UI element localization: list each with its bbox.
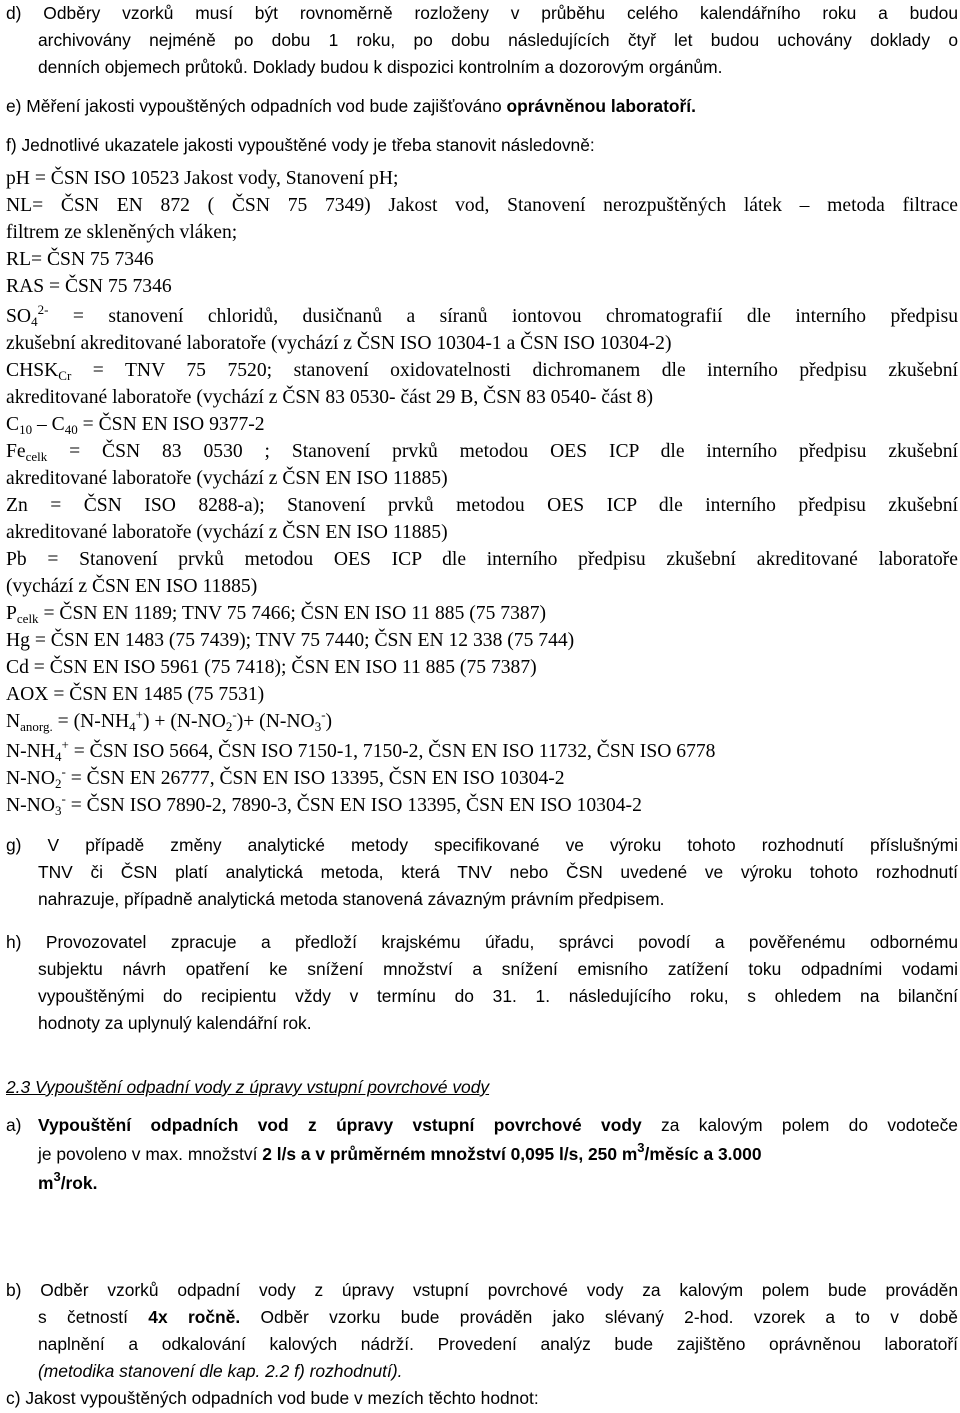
paragraph-f-intro: f) Jednotlivé ukazatele jakosti vypouštěné vody je třeba stanovit následovně: [6,135,595,155]
superscript: 3 [637,1140,645,1155]
formula: P [6,603,17,624]
parameter-nl: NL= ČSN EN 872 ( ČSN 75 7349) Jakost vod, Stanovení nerozpuštěných látek – metoda filtrace [6,195,958,216]
subscript: 4 [54,749,62,764]
formula: N-NO [6,768,55,789]
parameter-nl-cont: filtrem ze skleněných vláken; [6,222,238,243]
bold-text: /rok. [60,1173,98,1193]
formula: N [6,711,21,732]
parameter-aox: AOX = ČSN EN 1485 (75 7531) [6,684,265,705]
paragraph-b-line: (metodika stanovení dle kap. 2.2 f) rozhodnutí). [38,1361,403,1381]
subscript: celk [16,611,39,626]
parameter-pb: Pb = Stanovení prvků metodou OES ICP dle interního předpisu zkušební akreditované laboratoře [6,549,958,570]
parameter-so4 [6,303,958,330]
formula: C [6,414,20,435]
parameter-text: = TNV 75 7520; stanovení oxidovatelnosti dichromanem dle interního předpisu zkušební [71,360,958,381]
paragraph-h-line: vypouštěnými do recipientu vždy v termínu do 31. 1. následujícího roku, s ohledem na bilanční [38,986,958,1006]
parameter-chsk-cont: akreditované laboratoře (vychází z ČSN 83 0530- část 29 B, ČSN 83 0540- část 8) [6,387,653,408]
parameter-pb-cont: (vychází z ČSN EN ISO 11885) [6,576,258,597]
bold-text: /měsíc a 3.000 [644,1144,762,1164]
paragraph-a-line [38,1112,958,1139]
paragraph-b-line [38,1304,958,1331]
parameter-text: = ČSN EN ISO 9377-2 [77,414,265,435]
paragraph-g-line: g) V případě změny analytické metody specifikované ve výroku tohoto rozhodnutí příslušnými [6,835,958,855]
subscript: celk [25,449,48,464]
formula: SO [6,306,32,327]
superscript: 3 [53,1169,61,1184]
paragraph-a-line [38,1170,958,1197]
subscript: 40 [64,422,78,437]
parameter-ph: pH = ČSN ISO 10523 Jakost vody, Stanovení pH; [6,168,399,189]
paragraph-e [6,93,958,120]
paragraph-d-line: denních objemech průtoků. Doklady budou k dispozici kontrolním a dozorovým orgánům. [38,57,723,77]
parameter-p-celk [6,600,958,627]
parameter-text: = ČSN ISO 7890-2, 7890-3, ČSN EN ISO 13395, ČSN EN ISO 10304-2 [65,795,642,816]
paragraph-d-line: d) Odběry vzorků musí být rovnoměrně rozloženy v průběhu celého kalendářního roku a budou [6,3,958,23]
subscript: 2 [225,719,233,734]
paragraph-a-line [38,1141,958,1168]
subscript: 2 [54,776,62,791]
formula: Fe [6,441,26,462]
formula: ) [325,711,333,732]
paragraph-b-line: b) Odběr vzorků odpadní vody z úpravy vstupní povrchové vody za kalovým polem bude prováděn [6,1280,958,1300]
formula: ) + (N-NO [142,711,226,732]
text: za kalovým polem do vodoteče [641,1115,958,1135]
subscript: 3 [314,719,322,734]
superscript: - [232,707,237,722]
parameter-c10-c40 [6,411,958,438]
superscript: - [61,791,66,806]
paragraph-e-text: e) Měření jakosti vypouštěných odpadních vod bude zajišťováno [6,96,507,116]
paragraph-a-label: a) [6,1115,22,1135]
subscript: 10 [19,422,33,437]
superscript: 2- [37,302,49,317]
formula: )+ (N-NO [236,711,315,732]
parameter-fe [6,438,958,465]
formula: N-NO [6,795,55,816]
parameter-so4-cont: zkušební akreditované laboratoře (vychází z ČSN ISO 10304-1 a ČSN ISO 10304-2) [6,333,672,354]
parameter-hg: Hg = ČSN EN 1483 (75 7439); TNV 75 7440; ČSN EN 12 338 (75 744) [6,630,575,651]
parameter-text: = ČSN 83 0530 ; Stanovení prvků metodou OES ICP dle interního předpisu zkušební [47,441,958,462]
subscript: 4 [129,719,136,734]
parameter-zn-cont: akreditované laboratoře (vychází z ČSN EN ISO 11885) [6,522,448,543]
parameter-text: = ČSN EN 1189; TNV 75 7466; ČSN EN ISO 11 885 (75 7387) [38,603,547,624]
parameter-rl: RL= ČSN 75 7346 [6,249,154,270]
superscript: + [135,707,143,722]
formula: N-NH [6,741,55,762]
paragraph-c-line: c) Jakost vypouštěných odpadních vod bude v mezích těchto hodnot: [6,1388,539,1408]
bold-text: Vypouštění odpadních vod z úpravy vstupní povrchové vody [38,1115,642,1135]
formula: – C [32,414,65,435]
paragraph-h-line: hodnoty za uplynulý kalendářní rok. [38,1013,312,1033]
parameter-ras: RAS = ČSN 75 7346 [6,276,172,297]
formula: = (N-NH [52,711,130,732]
parameter-n-no3 [6,792,958,819]
paragraph-e-bold: oprávněnou laboratoří. [506,96,696,116]
parameter-text: = stanovení chloridů, dusičnanů a síranů iontovou chromatografií dle interního předpisu [48,306,958,327]
parameter-chsk [6,357,958,384]
paragraph-d-line: archivovány nejméně po dobu 1 roku, po dobu následujících čtyř let budou uchovány doklady o [38,30,958,50]
subscript: 3 [54,803,62,818]
text: je povoleno v max. množství [38,1144,263,1164]
subscript: anorg. [20,719,53,734]
parameter-fe-cont: akreditované laboratoře (vychází z ČSN EN ISO 11885) [6,468,448,489]
formula: CHSK [6,360,59,381]
parameter-cd: Cd = ČSN EN ISO 5961 (75 7418); ČSN EN ISO 11 885 (75 7387) [6,657,537,678]
bold-text: 2 l/s a v průměrném množství 0,095 l/s, 250 m [262,1144,638,1164]
paragraph-b-line: naplnění a odkalování kalových nádrží. Provedení analýz bude zajištěno oprávněnou laboratoří [38,1334,958,1354]
parameter-n-anorg [6,708,958,735]
parameter-n-nh4 [6,738,958,765]
superscript: - [61,764,66,779]
paragraph-h-line: subjektu návrh opatření ke snížení množství a snížení emisního zatížení toku odpadními vodami [38,959,958,979]
parameter-text: = ČSN EN 26777, ČSN EN ISO 13395, ČSN EN ISO 10304-2 [65,768,565,789]
section-heading: 2.3 Vypouštění odpadní vody z úpravy vstupní povrchové vody [6,1077,490,1097]
parameter-text: = ČSN ISO 5664, ČSN ISO 7150-1, 7150-2, ČSN EN ISO 11732, ČSN ISO 6778 [68,741,716,762]
superscript: + [61,737,69,752]
bold-text: 4x ročně. [148,1307,241,1327]
superscript: - [321,707,326,722]
text: Odběr vzorku bude prováděn jako slévaný 2-hod. vzorek a to v době [240,1307,958,1327]
parameter-zn: Zn = ČSN ISO 8288-a); Stanovení prvků metodou OES ICP dle interního předpisu zkušební [6,495,958,516]
paragraph-g-line: TNV či ČSN platí analytická metoda, která TNV nebo ČSN uvedené ve výroku tohoto rozhodnutí [38,862,958,882]
paragraph-g-line: nahrazuje, případně analytická metoda stanovená závazným právním předpisem. [38,889,665,909]
paragraph-h-line: h) Provozovatel zpracuje a předloží krajskému úřadu, správci povodí a pověřenému odbornému [6,932,958,952]
subscript: Cr [58,368,72,383]
parameter-n-no2 [6,765,958,792]
bold-text: m [38,1173,54,1193]
subscript: 4 [31,314,38,329]
text: s četností [38,1307,149,1327]
